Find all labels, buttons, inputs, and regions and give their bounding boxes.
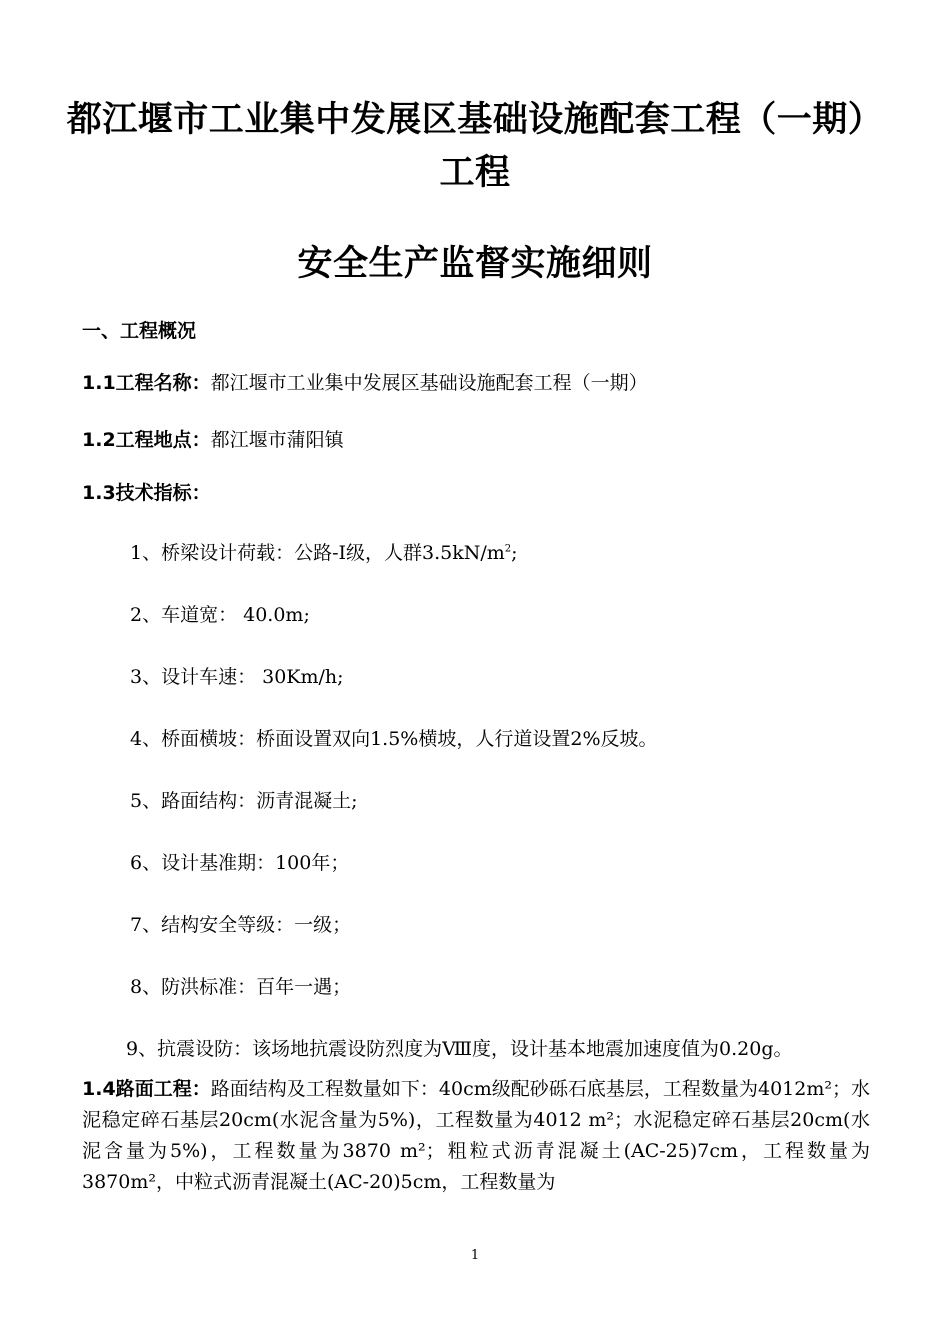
project-name-label: 1.1工程名称： — [82, 372, 211, 394]
project-location-value: 都江堰市蒲阳镇 — [210, 429, 344, 451]
project-name-value: 都江堰市工业集中发展区基础设施配套工程（一期） — [210, 372, 648, 394]
tech-item: 2、车道宽： 40.0m; — [130, 604, 310, 626]
tech-item: 9、抗震设防：该场地抗震设防烈度为Ⅷ度，设计基本地震加速度值为0.20g。 — [126, 1038, 793, 1060]
project-location-label: 1.2工程地点： — [82, 429, 211, 451]
tech-item: 8、防洪标准：百年一遇； — [130, 976, 352, 998]
document-title-line2: 工程 — [439, 153, 511, 193]
tech-item: 4、桥面横坡：桥面设置双向1.5%横坡，人行道设置2%反坡。 — [130, 728, 658, 750]
tech-item: 1、桥梁设计荷载：公路-Ⅰ级，人群$3.5kN/m^2$; — [130, 542, 518, 564]
document-title-line1: 都江堰市工业集中发展区基础设施配套工程（一期） — [66, 100, 884, 140]
tech-item: 3、设计车速： 30Km/h; — [130, 666, 344, 688]
superscript: 2 — [504, 543, 512, 555]
section-heading: 一、工程概况 — [82, 320, 197, 342]
project-location-line — [82, 425, 872, 452]
pavement-paragraph — [82, 1074, 870, 1198]
tech-indicators-heading: 1.3技术指标： — [82, 482, 211, 504]
tech-item: 6、设计基准期：100年； — [130, 852, 350, 874]
pavement-label: 1.4路面工程： — [82, 1078, 211, 1100]
page-number: 1 — [470, 1248, 480, 1263]
document-subtitle: 安全生产监督实施细则 — [297, 244, 653, 284]
project-name-line — [82, 368, 872, 395]
pavement-text: 路面结构及工程数量如下：40cm级配砂砾石底基层，工程数量为4012m²；水泥稳定碎石基层20cm(水泥含量为5%)，工程数量为4012 m²；水泥稳定碎石基层20cm(水泥含量为5%)，工程数量为3870 m²；粗粒式沥青混凝土(AC-25)7cm，工程数量为3870m²，中粒式沥青混凝土(AC-20)5cm，工程数量为 — [82, 1078, 870, 1193]
tech-item: 5、路面结构：沥青混凝土; — [130, 790, 358, 812]
tech-item: 7、结构安全等级：一级； — [130, 914, 352, 936]
